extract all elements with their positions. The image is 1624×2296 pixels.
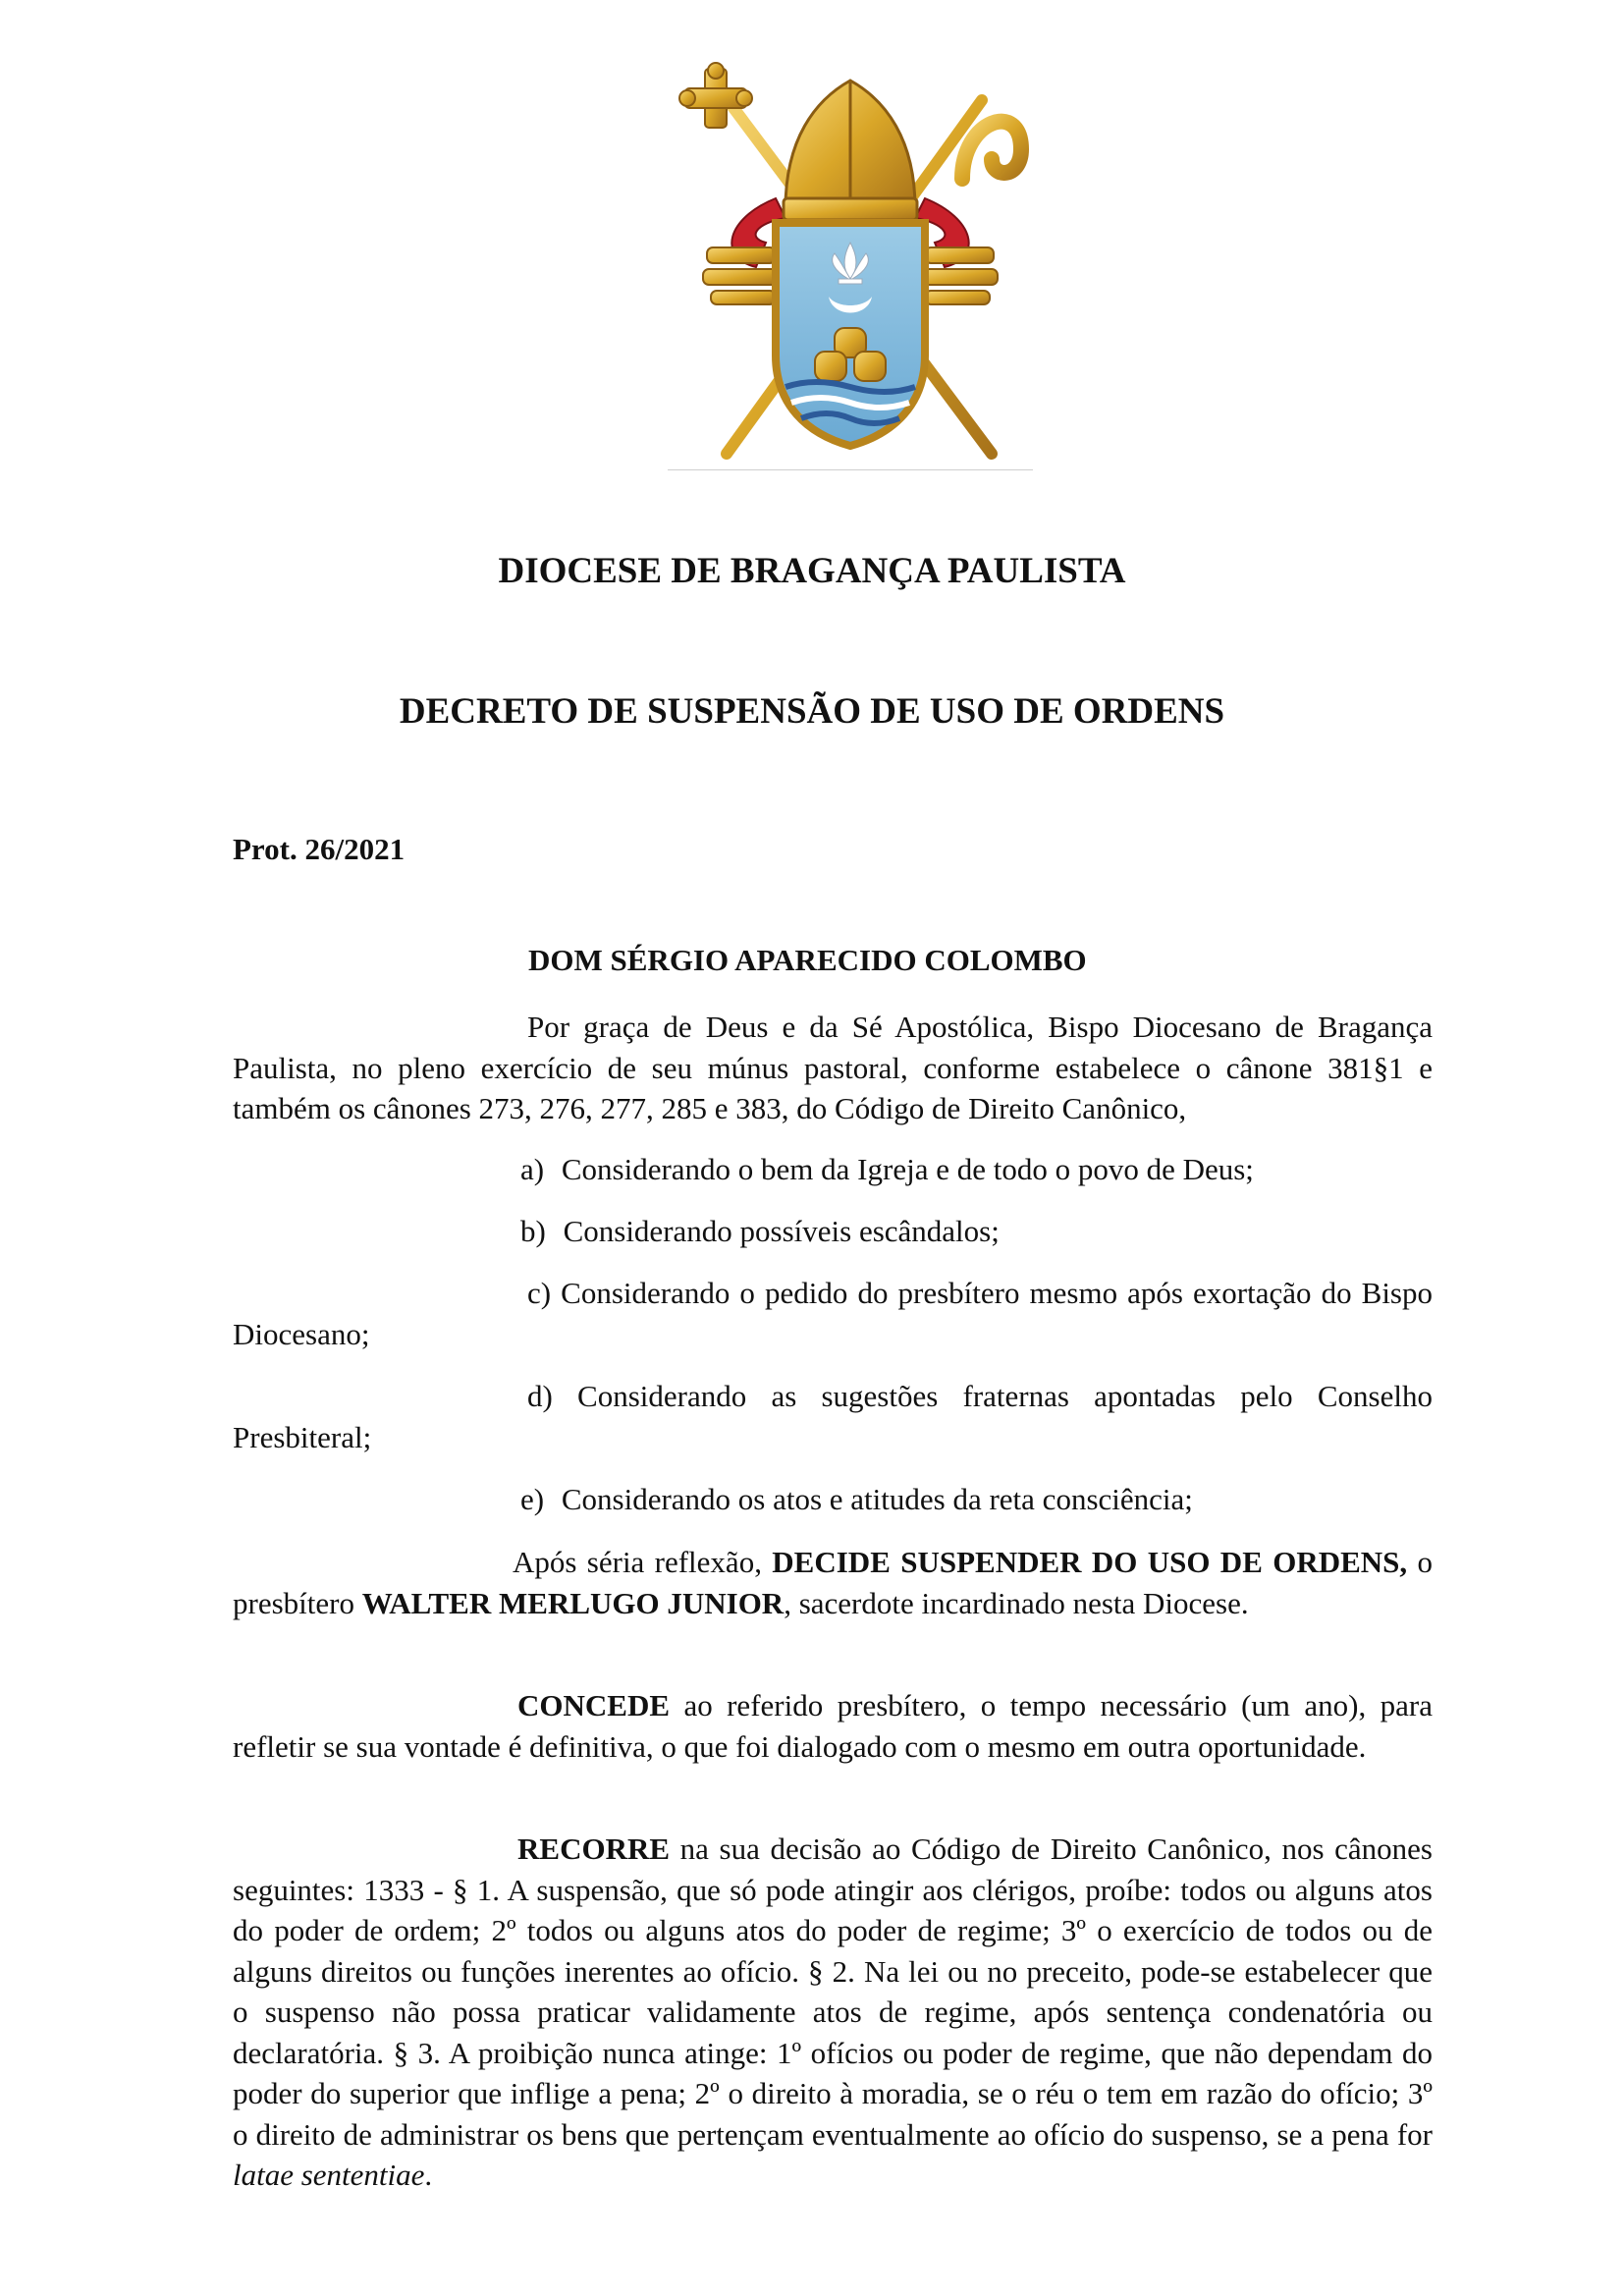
concession-paragraph	[233, 1685, 1433, 1767]
consideration-d	[233, 1376, 1433, 1457]
consideration-text: Considerando possíveis escândalos;	[563, 1214, 1000, 1248]
consideration-marker: a)	[520, 1152, 545, 1186]
recourse-text: na sua decisão ao Código de Direito Canônico, nos cânones seguintes: 1333 - § 1. A suspensão, que só pode atingir aos clérigos, proíbe: todos ou alguns atos do poder de ordem; 2º todos ou alguns atos do poder de regime; 3º o exercício de todos ou de alguns direitos ou funções inerentes ao ofício. § 2. Na lei ou no preceito, pode-se estabelecer que o suspenso não possa praticar validamente atos de regime, após sentença condenatória ou declaratória. § 3. A proibição nunca atinge: 1º ofícios ou poder de regime, que não dependam do poder do superior que inflige a pena; 2º o direito à moradia, se o réu o tem em razão do ofício; 3º o direito de administrar os bens que pertençam eventualmente ao ofício do suspenso, se a pena for	[233, 1831, 1433, 2152]
consideration-b	[520, 1211, 1000, 1252]
consideration-a	[520, 1149, 1254, 1190]
recourse-end: .	[424, 2158, 433, 2192]
decision-paragraph	[233, 1542, 1433, 1623]
concession-verb: CONCEDE	[517, 1688, 671, 1722]
consideration-text: Considerando o bem da Igreja e de todo o povo de Deus;	[561, 1152, 1254, 1186]
recourse-latin: latae sententiae	[233, 2158, 425, 2192]
protocol-number: Prot. 26/2021	[233, 832, 406, 866]
consideration-marker: c)	[527, 1276, 552, 1310]
consideration-text: Considerando o pedido do presbítero mesmo após exortação do Bispo Diocesano;	[233, 1276, 1433, 1351]
bishop-name: DOM SÉRGIO APARECIDO COLOMBO	[528, 943, 1087, 977]
crest-underline	[668, 469, 1033, 470]
priest-name: WALTER MERLUGO JUNIOR	[361, 1585, 785, 1620]
decision-lead: Após séria reflexão,	[513, 1545, 762, 1579]
concession-text: ao referido presbítero, o tempo necessário (um ano), para refletir se sua vontade é definitiva, o que foi dialogado com o mesmo em outra oportunidade.	[233, 1688, 1434, 1764]
intro-paragraph: Por graça de Deus e da Sé Apostólica, Bispo Diocesano de Bragança Paulista, no pleno exercício de seu múnus pastoral, conforme estabelece o cânone 381§1 e também os cânones 273, 276, 277, 285 e 383, do Código de Direito Canônico,	[233, 1010, 1433, 1125]
recourse-paragraph	[233, 1829, 1433, 2196]
decision-verb: DECIDE SUSPENDER DO USO DE ORDENS,	[772, 1545, 1408, 1579]
consideration-marker: b)	[520, 1214, 546, 1248]
consideration-c	[233, 1273, 1433, 1354]
decision-mid: o presbítero	[233, 1545, 1433, 1620]
consideration-e	[520, 1479, 1193, 1520]
consideration-text: Considerando os atos e atitudes da reta consciência;	[561, 1482, 1193, 1516]
consideration-marker: d)	[527, 1379, 553, 1413]
diocese-coat-of-arms	[668, 61, 1033, 473]
consideration-text: Considerando as sugestões fraternas apontadas pelo Conselho Presbiteral;	[233, 1379, 1433, 1454]
decision-tail: , sacerdote incardinado nesta Diocese.	[784, 1585, 1249, 1620]
consideration-marker: e)	[520, 1482, 545, 1516]
recourse-verb: RECORRE	[517, 1831, 671, 1866]
decree-title: DECRETO DE SUSPENSÃO DE USO DE ORDENS	[399, 691, 1225, 732]
diocese-heading: DIOCESE DE BRAGANÇA PAULISTA	[498, 551, 1126, 591]
